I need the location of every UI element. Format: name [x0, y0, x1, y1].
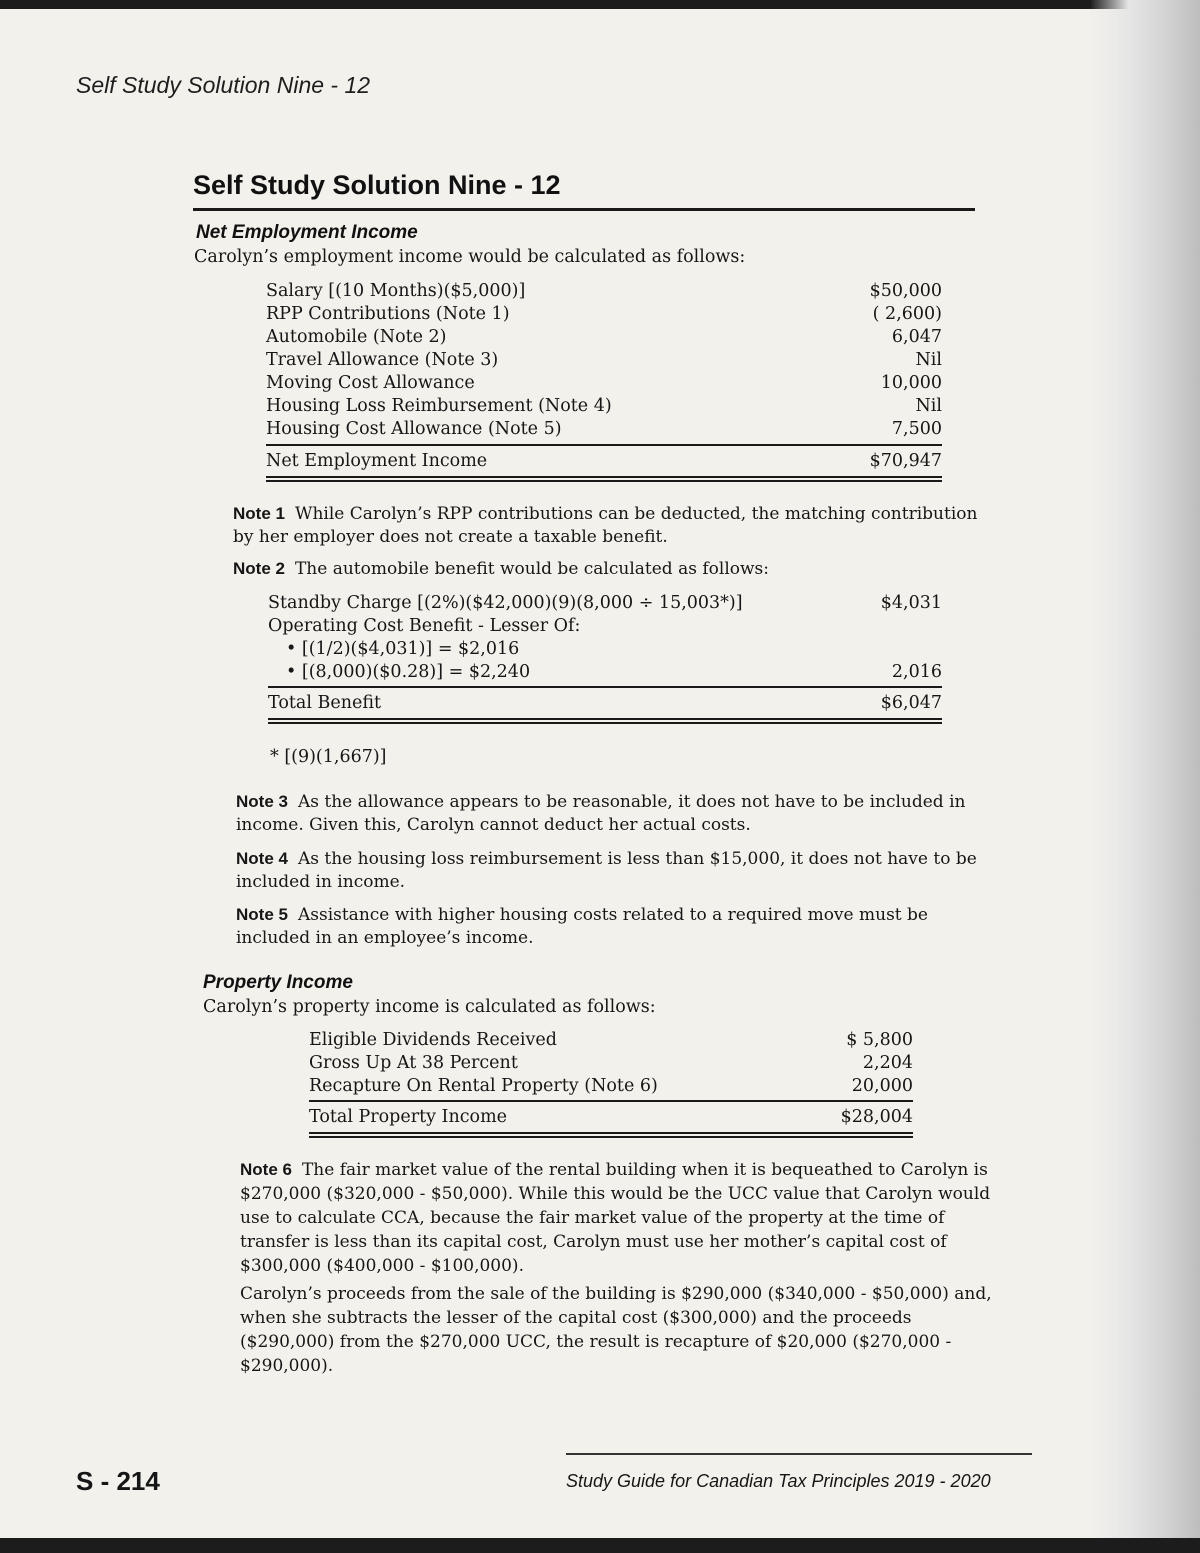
- note-text: While Carolyn’s RPP contributions can be deducted, the matching contribution by her employer does not create a taxable benefit.: [233, 504, 978, 547]
- subtotal-rule: [309, 1100, 913, 1102]
- solution-title: Self Study Solution Nine - 12: [193, 170, 561, 200]
- row-amount: $4,031: [880, 593, 942, 613]
- book-title-footer: Study Guide for Canadian Tax Principles 2019 - 2020: [566, 1471, 991, 1491]
- row-label: Total Benefit: [268, 693, 382, 713]
- running-head: Self Study Solution Nine - 12: [76, 72, 371, 98]
- note-label: Note 4: [236, 849, 288, 868]
- row-amount: 6,047: [891, 327, 942, 347]
- total-rule: [309, 1132, 913, 1134]
- note-label: Note 3: [236, 792, 288, 811]
- row-amount: 7,500: [891, 419, 942, 439]
- note-text: Assistance with higher housing costs related to a required move must be included in an employee’s income.: [236, 905, 928, 948]
- note-label: Note 1: [233, 504, 285, 523]
- total-double-rule: [268, 722, 942, 724]
- operating-cost-label: Operating Cost Benefit - Lesser Of:: [268, 616, 581, 636]
- note-2: [233, 557, 988, 581]
- note-1: [233, 502, 988, 549]
- employment-intro: Carolyn’s employment income would be calculated as follows:: [194, 247, 746, 267]
- book-gutter-shadow: [1090, 0, 1200, 1553]
- row-amount: Nil: [915, 350, 942, 370]
- row-label: Automobile (Note 2): [266, 327, 447, 347]
- note-4: [236, 847, 988, 894]
- property-heading: Property Income: [203, 972, 353, 993]
- row-label: Total Property Income: [309, 1107, 508, 1127]
- property-intro: Carolyn’s property income is calculated as follows:: [203, 997, 656, 1017]
- footer-rule: [566, 1453, 1032, 1455]
- employment-row: [266, 303, 942, 326]
- total-benefit-row: [268, 692, 942, 715]
- row-amount: 10,000: [880, 373, 942, 393]
- employment-row: [266, 372, 942, 395]
- bullet-text: [(8,000)($0.28)] = $2,240: [301, 662, 531, 682]
- scan-bottom-edge: [0, 1538, 1200, 1553]
- row-label: Salary [(10 Months)($5,000)]: [266, 281, 526, 301]
- row-amount: $70,947: [869, 451, 942, 471]
- row-label: Travel Allowance (Note 3): [266, 350, 499, 370]
- row-amount: 20,000: [851, 1076, 913, 1096]
- employment-heading: Net Employment Income: [196, 222, 418, 243]
- employment-row: [266, 326, 942, 349]
- employment-row: [266, 349, 942, 372]
- note-label: Note 5: [236, 905, 288, 924]
- bullet-item: • [(1/2)($4,031)] = $2,016: [286, 639, 520, 659]
- note-text: The automobile benefit would be calculated as follows:: [294, 559, 769, 579]
- standby-charge-row: [268, 592, 942, 615]
- total-rule: [268, 718, 942, 720]
- row-label: Net Employment Income: [266, 451, 488, 471]
- row-label: Housing Loss Reimbursement (Note 4): [266, 396, 612, 416]
- row-amount: $ 5,800: [846, 1030, 913, 1050]
- row-label: Housing Cost Allowance (Note 5): [266, 419, 562, 439]
- employment-row: [266, 395, 942, 418]
- property-row: [309, 1075, 913, 1098]
- note-6: [240, 1158, 992, 1278]
- row-amount: $6,047: [880, 693, 942, 713]
- row-label: Eligible Dividends Received: [309, 1030, 557, 1050]
- note-label: Note 6: [240, 1160, 292, 1179]
- row-label: RPP Contributions (Note 1): [266, 304, 510, 324]
- note-6-paragraph-2: Carolyn’s proceeds from the sale of the building is $290,000 ($340,000 - $50,000) and, when she subtracts the lesser of the capital cost ($300,000) and the proceeds ($290,000) from the $270,000 UCC, the result is recapture of $20,000 ($270,000 - $290,000).: [240, 1284, 992, 1376]
- row-amount: $50,000: [869, 281, 942, 301]
- row-label: Recapture On Rental Property (Note 6): [309, 1076, 658, 1096]
- row-amount: $28,004: [840, 1107, 913, 1127]
- total-rule: [266, 476, 942, 478]
- note-text: The fair market value of the rental building when it is bequeathed to Carolyn is $270,000 ($320,000 - $50,000). While this would be the UCC value that Carolyn would use to calculate CCA, because the fair market value of the property at the time of transfer is less than its capital cost, Carolyn must use her mother’s capital cost of $300,000 ($400,000 - $100,000).: [240, 1160, 991, 1276]
- note-text: As the allowance appears to be reasonable, it does not have to be included in income. Given this, Carolyn cannot deduct her actual costs.: [236, 792, 966, 835]
- row-amount: Nil: [915, 396, 942, 416]
- property-row: [309, 1052, 913, 1075]
- employment-total-row: [266, 450, 942, 473]
- row-amount: ( 2,600): [872, 304, 942, 324]
- row-amount: 2,016: [891, 662, 942, 682]
- title-rule: [193, 208, 975, 211]
- property-total-row: [309, 1106, 913, 1129]
- row-label: Standby Charge [(2%)($42,000)(9)(8,000 ÷ 15,003*)]: [268, 593, 743, 613]
- property-row: [309, 1029, 913, 1052]
- row-amount: 2,204: [862, 1053, 913, 1073]
- note-5: [236, 903, 988, 950]
- page-number: S - 214: [76, 1466, 160, 1496]
- note-3: [236, 790, 988, 837]
- row-label: Gross Up At 38 Percent: [309, 1053, 518, 1073]
- bullet-text: [(1/2)($4,031)] = $2,016: [301, 639, 520, 659]
- total-double-rule: [266, 480, 942, 482]
- subtotal-rule: [266, 444, 942, 446]
- employment-row: [266, 418, 942, 441]
- employment-row: [266, 280, 942, 303]
- total-double-rule: [309, 1136, 913, 1138]
- note-label: Note 2: [233, 559, 285, 578]
- row-label: Moving Cost Allowance: [266, 373, 475, 393]
- bullet-item: • [(8,000)($0.28)] = $2,240 2,016: [286, 662, 942, 682]
- subtotal-rule: [268, 686, 942, 688]
- note-text: As the housing loss reimbursement is less than $15,000, it does not have to be included in income.: [236, 849, 977, 892]
- footnote: * [(9)(1,667)]: [270, 747, 387, 767]
